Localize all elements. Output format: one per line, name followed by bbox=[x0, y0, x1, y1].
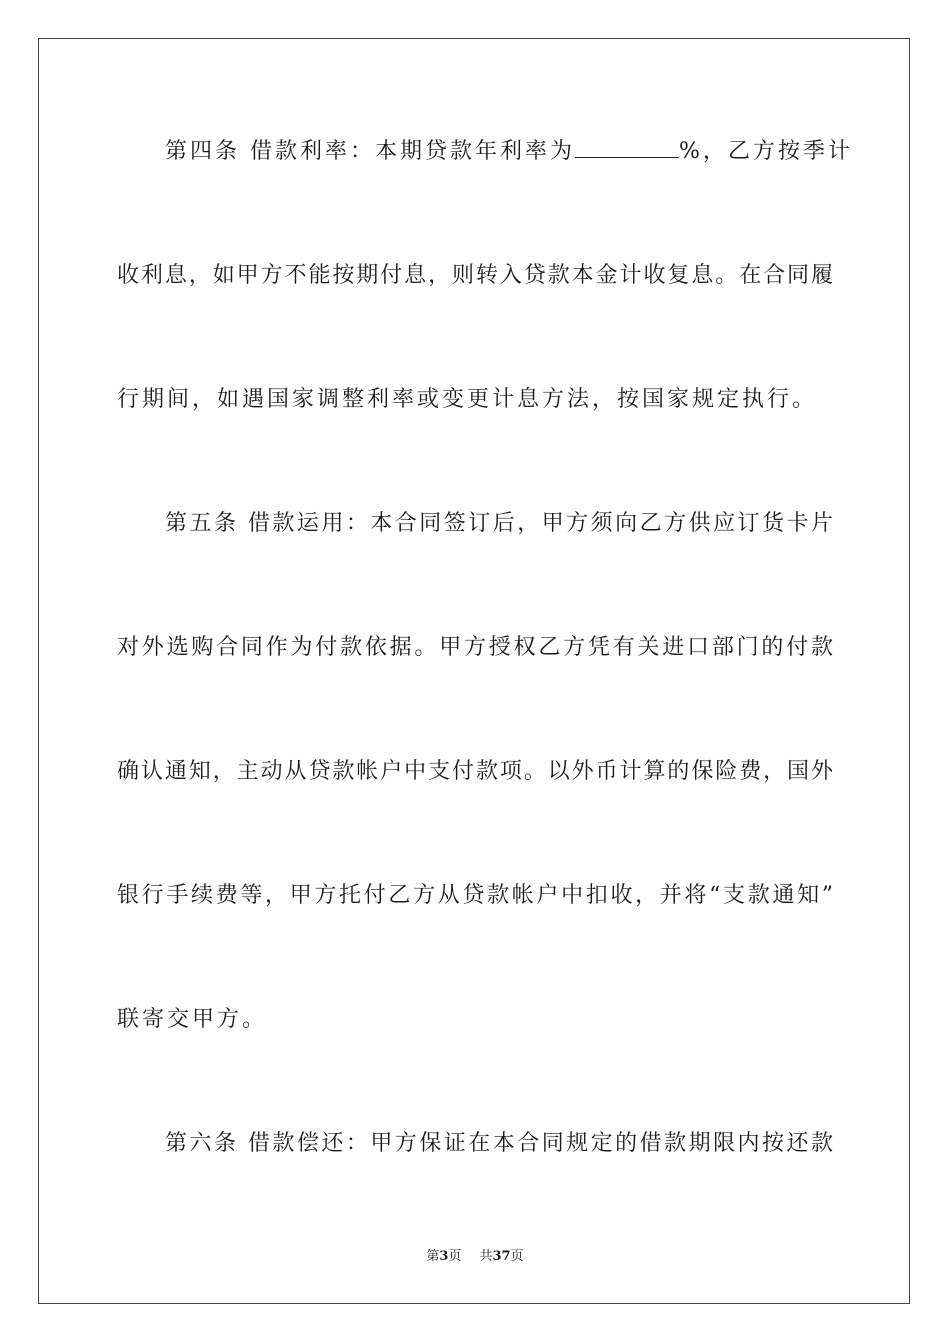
page-border bbox=[38, 38, 910, 1304]
footer-page-prefix: 第 bbox=[426, 1249, 440, 1264]
article-4-line-1-text: 第四条 借款利率：本期贷款年利率为 bbox=[165, 139, 575, 164]
footer-total-prefix: 共 bbox=[479, 1249, 493, 1264]
article-4-line-2: 收利息，如甲方不能按期付息，则转入贷款本金计收复息。在合同履 bbox=[117, 263, 833, 288]
article-4-line-1-suffix: %，乙方按季计 bbox=[679, 139, 853, 164]
footer-page-suffix: 页 bbox=[448, 1249, 462, 1264]
page-footer bbox=[0, 1248, 950, 1266]
article-5-line-3: 确认通知，主动从贷款帐户中支付款项。以外币计算的保险费，国外 bbox=[117, 759, 833, 784]
interest-rate-blank bbox=[575, 139, 679, 158]
footer-total-pages: 37 bbox=[492, 1249, 511, 1264]
article-5-line-5: 联寄交甲方。 bbox=[117, 1007, 268, 1032]
article-6-line-1: 第六条 借款偿还：甲方保证在本合同规定的借款期限内按还款 bbox=[165, 1131, 833, 1156]
footer-total-suffix: 页 bbox=[510, 1249, 524, 1264]
footer-page-number: 3 bbox=[439, 1249, 449, 1264]
article-5-line-2: 对外选购合同作为付款依据。甲方授权乙方凭有关进口部门的付款 bbox=[117, 635, 833, 660]
article-4-line-1 bbox=[165, 137, 853, 167]
article-5-line-4: 银行手续费等，甲方托付乙方从贷款帐户中扣收，并将“支款通知” bbox=[117, 883, 833, 908]
article-4-line-3: 行期间，如遇国家调整利率或变更计息方法，按国家规定执行。 bbox=[117, 387, 818, 412]
article-5-line-1: 第五条 借款运用：本合同签订后，甲方须向乙方供应订货卡片 bbox=[165, 511, 833, 536]
